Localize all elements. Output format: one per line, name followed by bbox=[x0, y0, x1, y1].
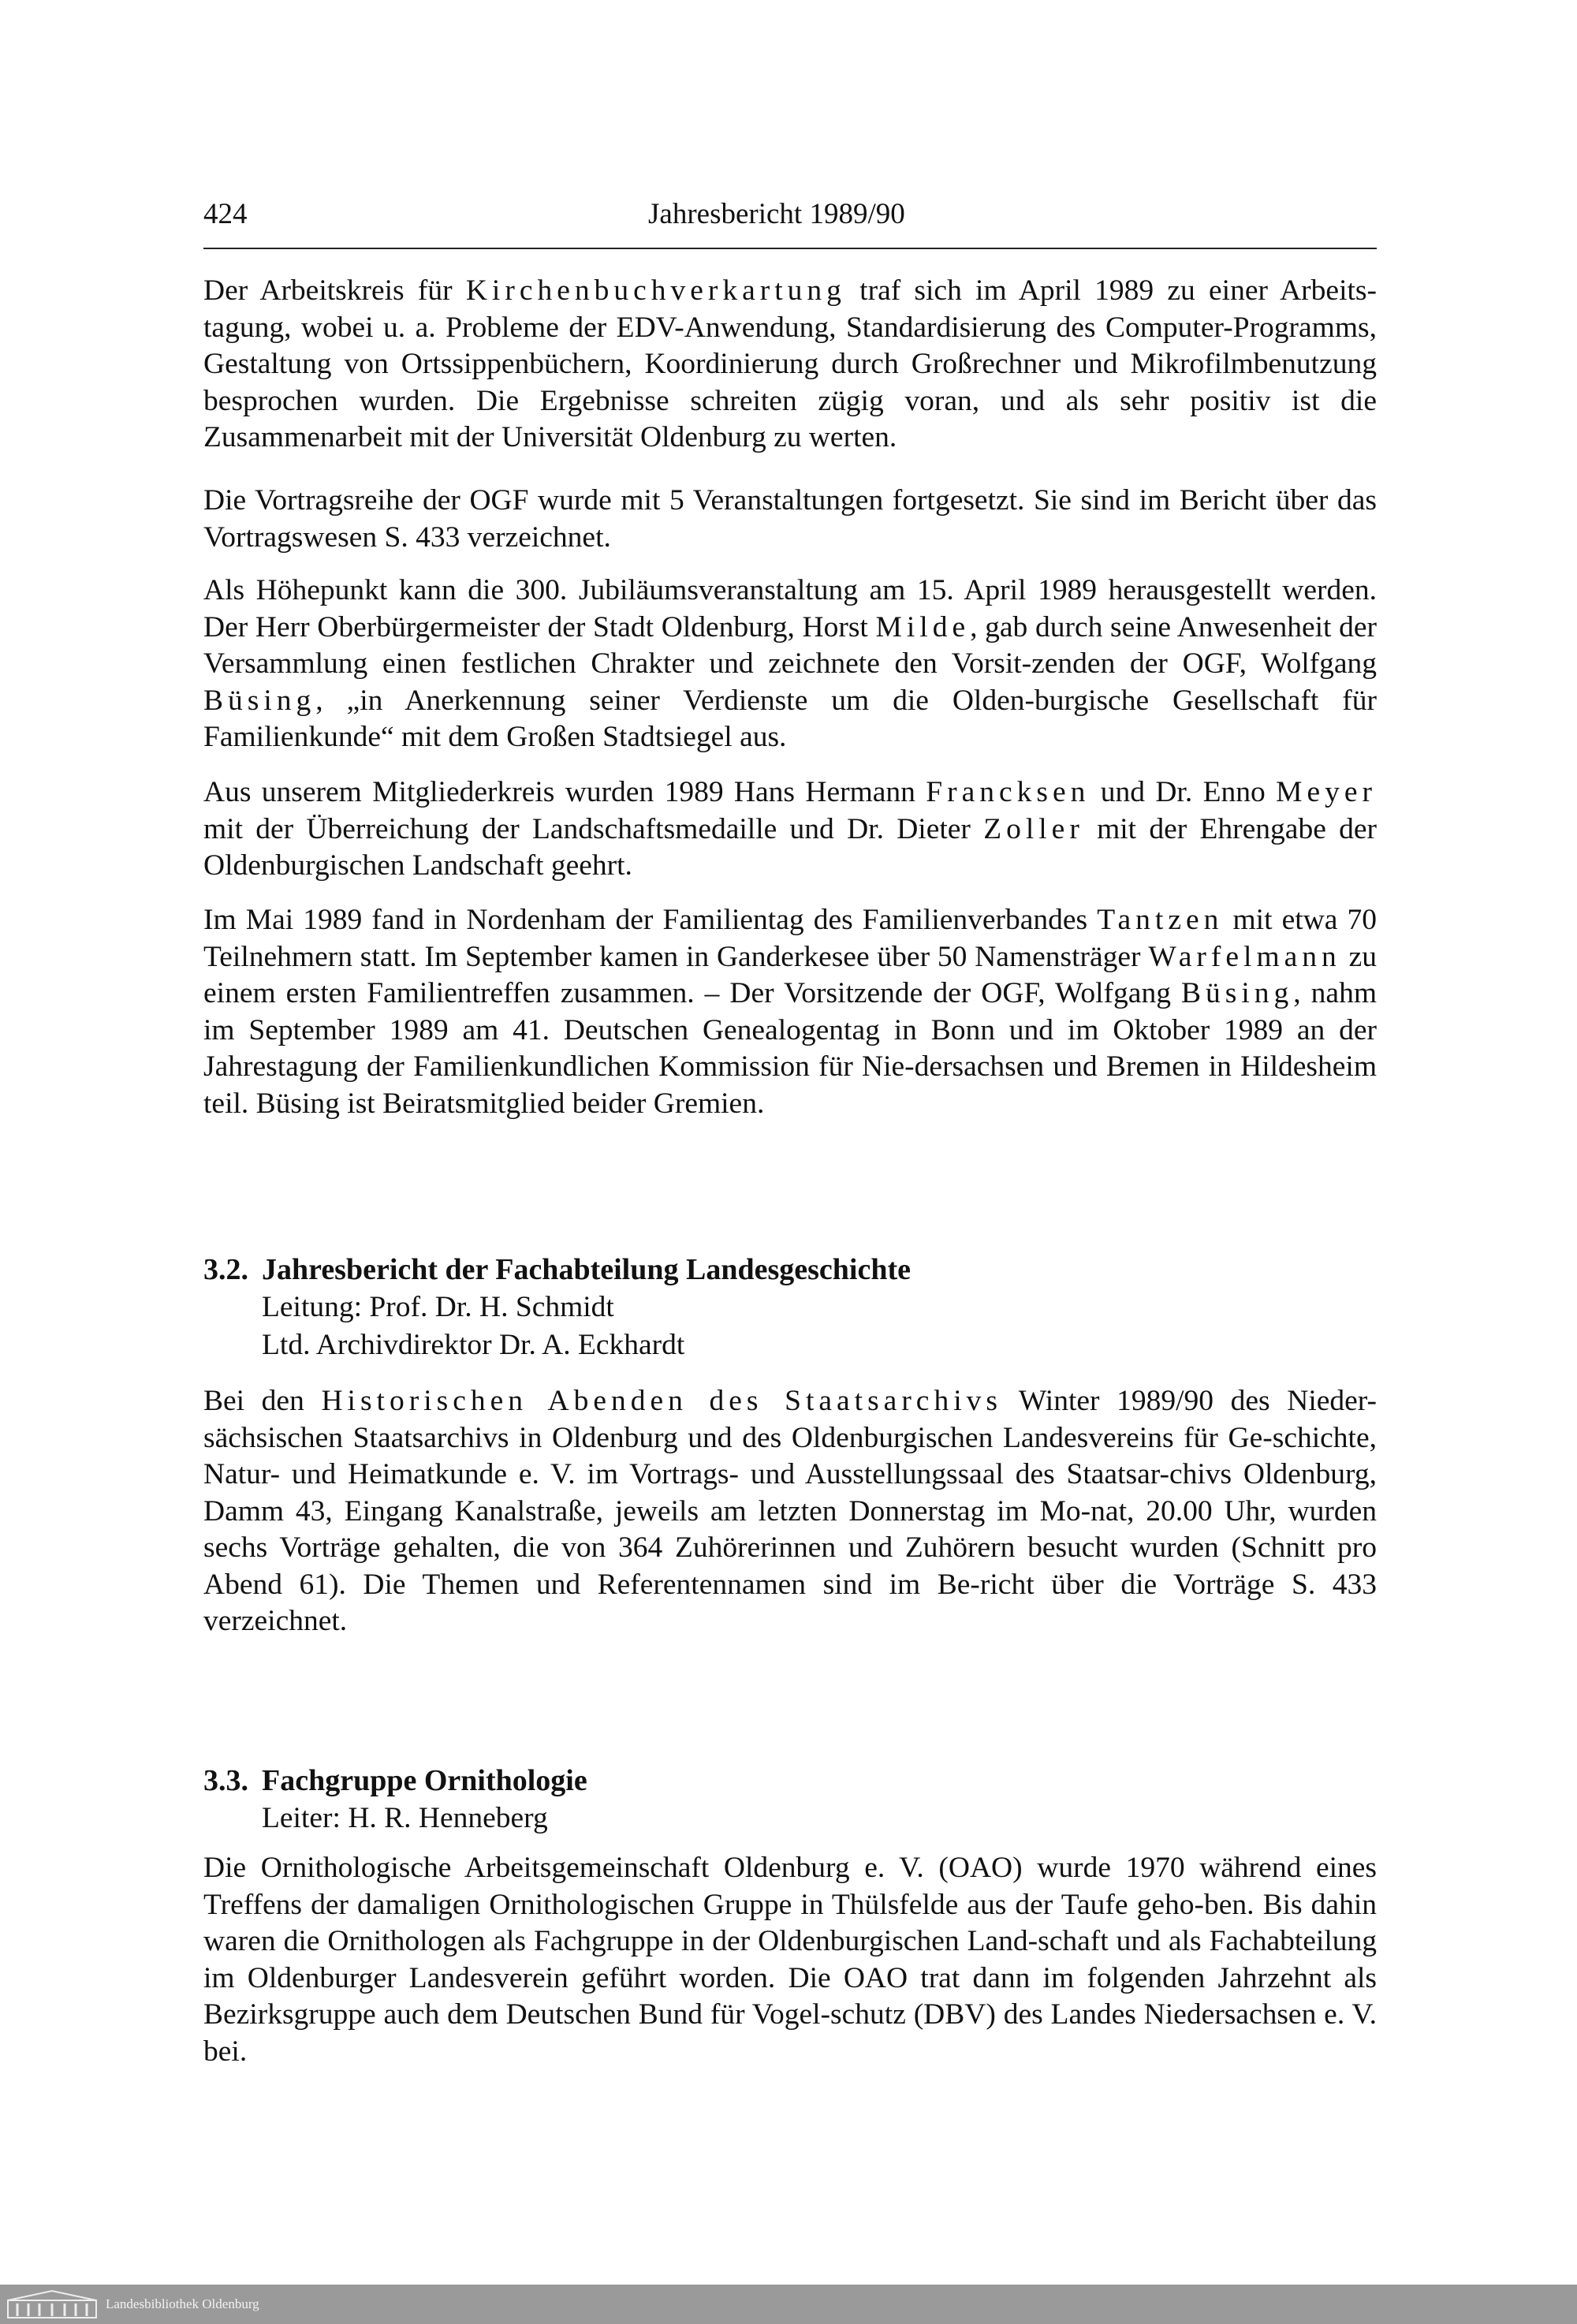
text-fragment: Der Arbeitskreis für bbox=[203, 274, 466, 307]
text-fragment: , nahm im September 1989 am 41. Deutschen Genealogentag in Bonn und im Oktober 1989 an der Jahrestagung der Familienkundlichen Kommission für Nie-dersachsen und Bremen in Hildesheim teil. Büsing ist Beiratsmitglied beider Gremien. bbox=[203, 977, 1377, 1120]
paragraph-hoehepunkt bbox=[203, 573, 1377, 756]
paragraph-kirchenbuch bbox=[203, 273, 1377, 457]
emphasized-name: Tantzen bbox=[1097, 904, 1224, 936]
paragraph-ornithologie: Die Ornithologische Arbeitsgemeinschaft Oldenburg e. V. (OAO) wurde 1970 während eines Treffens der damaligen Ornithologischen Gruppe in Thülsfelde aus der Taufe geho-ben. Bis dahin waren die Ornithologen als Fachgruppe in der Oldenburgischen Land-schaft und als Fachabteilung im Oldenburger Landesverein geführt worden. Die OAO trat dann im folgenden Jahrzehnt als Bezirksgruppe auch dem Deutschen Bund für Vogel-schutz (DBV) des Landes Niedersachsen e. V. bei. bbox=[203, 1852, 1377, 2068]
text-fragment: mit der Überreichung der Landschaftsmedaille und Dr. Dieter bbox=[203, 812, 984, 845]
text-fragment: mit der Ehrengabe der Oldenburgischen Landschaft geehrt. bbox=[203, 812, 1377, 882]
library-name: Landesbibliothek Oldenburg bbox=[106, 2296, 259, 2311]
text-fragment: Bei den bbox=[203, 1385, 322, 1417]
text-fragment: traf sich im April 1989 zu einer Arbeits-tagung, wobei u. a. Probleme der EDV-Anwendung, Standardisierung des Computer-Programms, Gestaltung von Ortssippenbüchern, Koordinierung durch Großrechner und Mikrofilmbenutzung besprochen wurden. Die Ergebnisse schreiten zügig voran, und als sehr positiv ist die Zusammenarbeit mit der Universität Oldenburg zu werten. bbox=[203, 274, 1377, 453]
footer-bar bbox=[0, 2285, 1577, 2324]
library-building-icon bbox=[6, 2289, 98, 2319]
paragraph-vortragsreihe: Die Vortragsreihe der OGF wurde mit 5 Veranstaltungen fortgesetzt. Sie sind im Bericht über das Vortragswesen S. 433 verzeichnet. bbox=[203, 484, 1377, 554]
paragraph-mitgliederkreis bbox=[203, 774, 1377, 885]
running-title: Jahresbericht 1989/90 bbox=[648, 198, 905, 230]
text-fragment: mit etwa 70 Teilnehmern statt. Im September kamen in Ganderkesee über 50 Namensträger bbox=[203, 904, 1377, 973]
emphasized-term: Kirchenbuchverkartung bbox=[465, 274, 846, 307]
page-number: 424 bbox=[203, 198, 248, 230]
text-fragment: Im Mai 1989 fand in Nordenham der Familientag des Familienverbandes bbox=[203, 904, 1098, 936]
emphasized-term: Historischen Abenden des Staatsarchivs bbox=[321, 1385, 1002, 1417]
paragraph-historische-abende bbox=[203, 1383, 1377, 1640]
section-leader-line: Leitung: Prof. Dr. H. Schmidt bbox=[262, 1291, 614, 1323]
emphasized-name: Büsing bbox=[203, 684, 316, 717]
section-leader-line: Leiter: H. R. Henneberg bbox=[262, 1802, 548, 1834]
page-header bbox=[203, 192, 1377, 249]
paragraph-familientag bbox=[203, 902, 1377, 1122]
section-heading-3-2 bbox=[203, 1251, 1377, 1289]
text-fragment: Winter 1989/90 des Nieder-sächsischen Staatsarchivs in Oldenburg und des Oldenburgischen Landesvereins für Ge-schichte, Natur- und Heimatkunde e. V. im Vortrags- und Ausstellungssaal des Staatsar-chivs Oldenburg, Damm 43, Eingang Kanalstraße, jeweils am letzten Donnerstag im Mo-nat, 20.00 Uhr, wurden sechs Vorträge gehalten, die von 364 Zuhörerinnen und Zuhörern besucht wurden (Schnitt pro Abend 61). Die Themen und Referentennamen sind im Be-richt über die Vorträge S. 433 verzeichnet. bbox=[203, 1385, 1377, 1637]
text-fragment: , „in Anerkennung seiner Verdienste um die Olden-burgische Gesellschaft für Familienkunde“ mit dem Großen Stadtsiegel aus. bbox=[203, 684, 1377, 753]
section-title: Jahresbericht der Fachabteilung Landesgeschichte bbox=[262, 1253, 911, 1286]
emphasized-name: Francksen bbox=[926, 776, 1090, 808]
text-fragment: , gab durch seine Anwesenheit der Versammlung einen festlichen Chrakter und zeichnete den Vorsit-zenden der OGF, Wolfgang bbox=[203, 610, 1378, 680]
emphasized-name: Milde bbox=[875, 610, 971, 643]
section-number: 3.3. bbox=[203, 1764, 248, 1797]
section-title: Fachgruppe Ornithologie bbox=[262, 1764, 587, 1797]
emphasized-name: Büsing bbox=[1180, 977, 1294, 1009]
text-fragment: zu einem ersten Familientreffen zusammen. – Der Vorsitzende der OGF, Wolfgang bbox=[203, 940, 1377, 1009]
emphasized-name: Meyer bbox=[1276, 776, 1377, 808]
section-number: 3.2. bbox=[203, 1253, 248, 1286]
text-fragment: und Dr. Enno bbox=[1090, 776, 1277, 808]
emphasized-name: Warfelmann bbox=[1148, 940, 1341, 973]
text-fragment: Als Höhepunkt kann die 300. Jubiläumsveranstaltung am 15. April 1989 herausgestellt werden. Der Herr Oberbürgermeister der Stadt Oldenburg, Horst bbox=[203, 574, 1377, 643]
section-heading-3-3 bbox=[203, 1762, 1377, 1800]
emphasized-name: Zoller bbox=[983, 812, 1084, 845]
text-fragment: Aus unserem Mitgliederkreis wurden 1989 Hans Hermann bbox=[203, 776, 926, 808]
section-leader-line: Ltd. Archivdirektor Dr. A. Eckhardt bbox=[262, 1329, 685, 1361]
